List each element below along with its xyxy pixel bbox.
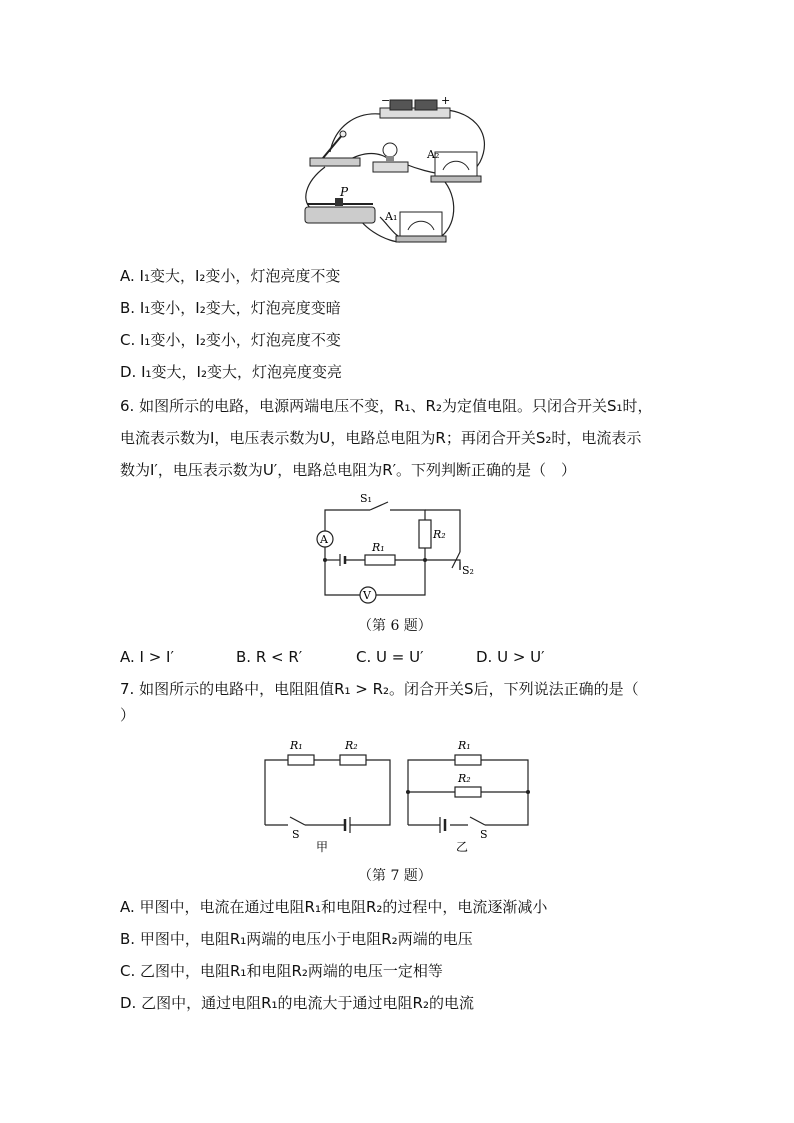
q7-caption: （第 7 题） xyxy=(358,868,432,884)
q6-option-a: A. I > I′ xyxy=(120,648,174,666)
q5-option-d: D. I₁变大，I₂变大，灯泡亮度变亮 xyxy=(120,363,342,381)
yi-r1-label: R₁ xyxy=(458,739,471,752)
q6-caption: （第 6 题） xyxy=(358,618,432,634)
s2-label: S₂ xyxy=(462,564,474,577)
s1-label: S₁ xyxy=(360,492,372,505)
q6-option-d: D. U > U′ xyxy=(476,648,545,666)
yi-s-label: S xyxy=(480,828,488,841)
yi-label: 乙 xyxy=(456,840,469,854)
jia-label: 甲 xyxy=(316,840,329,854)
q7-option-c: C. 乙图中，电阻R₁和电阻R₂两端的电压一定相等 xyxy=(120,962,443,980)
q6-option-b: B. R < R′ xyxy=(236,648,303,666)
q6-option-c: C. U = U′ xyxy=(356,648,424,666)
q7-option-b: B. 甲图中，电阻R₁两端的电压小于电阻R₂两端的电压 xyxy=(120,930,473,948)
q5-option-a: A. I₁变大，I₂变小，灯泡亮度不变 xyxy=(120,267,341,285)
jia-r2-label: R₂ xyxy=(345,739,358,752)
plus-label: + xyxy=(441,94,451,107)
q6-stem-line-1: 6. 如图所示的电路，电源两端电压不变，R₁、R₂为定值电阻。只闭合开关S₁时， xyxy=(120,397,653,415)
yi-r2-label: R₂ xyxy=(458,772,471,785)
q7-stem-line-1: 7. 如图所示的电路中，电阻阻值R₁ > R₂。闭合开关S后，下列说法正确的是（ xyxy=(120,680,639,698)
jia-r1-label: R₁ xyxy=(290,739,303,752)
q5-option-b: B. I₁变小，I₂变大，灯泡亮度变暗 xyxy=(120,299,341,317)
q7-option-a: A. 甲图中，电流在通过电阻R₁和电阻R₂的过程中，电流逐渐减小 xyxy=(120,898,548,916)
q7-stem-line-2: ） xyxy=(120,706,136,724)
r1-label: R₁ xyxy=(372,541,385,554)
a2-label: A₂ xyxy=(427,148,440,161)
jia-s-label: S xyxy=(292,828,300,841)
minus-label: − xyxy=(381,94,391,107)
q5-option-c: C. I₁变小，I₂变小，灯泡亮度不变 xyxy=(120,331,341,349)
q6-stem-line-2: 电流表示数为I，电压表示数为U，电路总电阻为R；再闭合开关S₂时，电流表示 xyxy=(120,429,642,447)
ammeter-label: A xyxy=(320,533,328,546)
voltmeter-label: V xyxy=(363,589,371,602)
a1-label: A₁ xyxy=(385,210,398,223)
r2-label: R₂ xyxy=(433,528,446,541)
p-label: P xyxy=(340,185,349,199)
q7-circuit-diagrams xyxy=(260,735,540,855)
q6-stem-line-3: 数为I′，电压表示数为U′，电路总电阻为R′。下列判断正确的是（ ） xyxy=(120,461,577,479)
q7-option-d: D. 乙图中，通过电阻R₁的电流大于通过电阻R₂的电流 xyxy=(120,994,474,1012)
q6-circuit-diagram xyxy=(310,490,480,610)
apparatus-figure xyxy=(295,92,495,252)
